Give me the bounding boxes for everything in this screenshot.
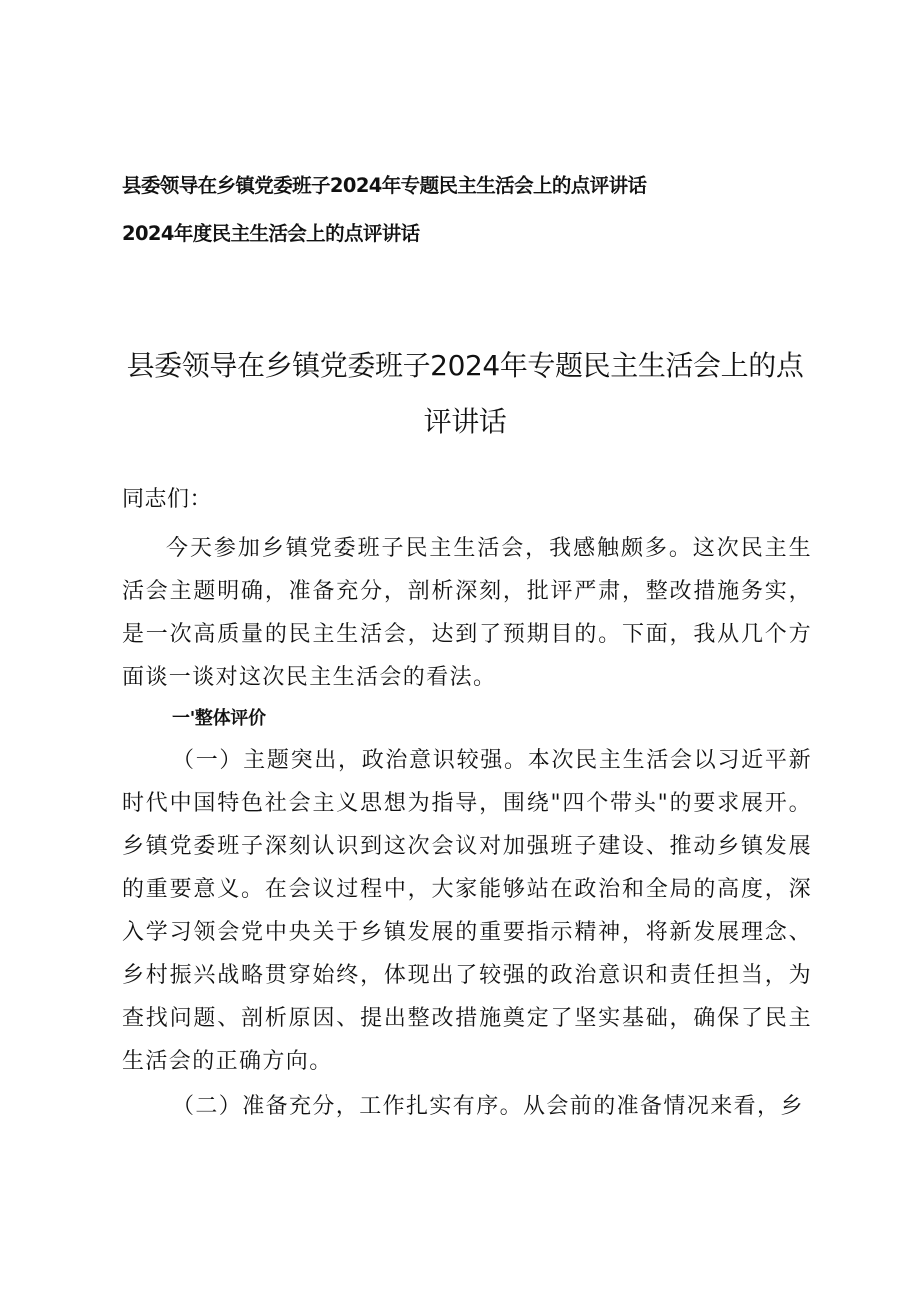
salutation: 同志们： xyxy=(122,487,213,512)
point-2-paragraph: （二）准备充分，工作扎实有序。从会前的准备情况来看，乡 xyxy=(172,1094,804,1119)
cover-title-line2: 2024年度民主生活会上的点评讲话 xyxy=(122,222,420,245)
point-1-paragraph: （一）主题突出，政治意识较强。本次民主生活会以习近平新时代中国特色社会主义思想为指导，围绕"四个带头"的要求展开。乡镇党委班子深刻认识到这次会议对加强班子建设、推动乡镇发展的重要意义。在会议过程中，大家能够站在政治和全局的高度，深入学习领会党中央关于乡镇发展的重要指示精神，将新发展理念、乡村振兴战略贯穿始终，体现出了较强的政治意识和责任担当，为查找问题、剖析原因、提出整改措施奠定了坚实基础，确保了民主生活会的正确方向。 xyxy=(122,748,812,1074)
section-heading-1: 一'整体评价 xyxy=(172,708,266,729)
intro-paragraph: 今天参加乡镇党委班子民主生活会，我感触颇多。这次民主生活会主题明确，准备充分，剖析深刻，批评严肃，整改措施务实，是一次高质量的民主生活会，达到了预期目的。下面，我从几个方面谈一谈对这次民主生活会的看法。 xyxy=(122,536,812,690)
document-body xyxy=(122,478,812,1128)
document-title: 县委领导在乡镇党委班子2024年专题民主生活会上的点评讲话 xyxy=(126,349,804,438)
cover-title-line1: 县委领导在乡镇党委班子2024年专题民主生活会上的点评讲话 xyxy=(122,174,647,197)
